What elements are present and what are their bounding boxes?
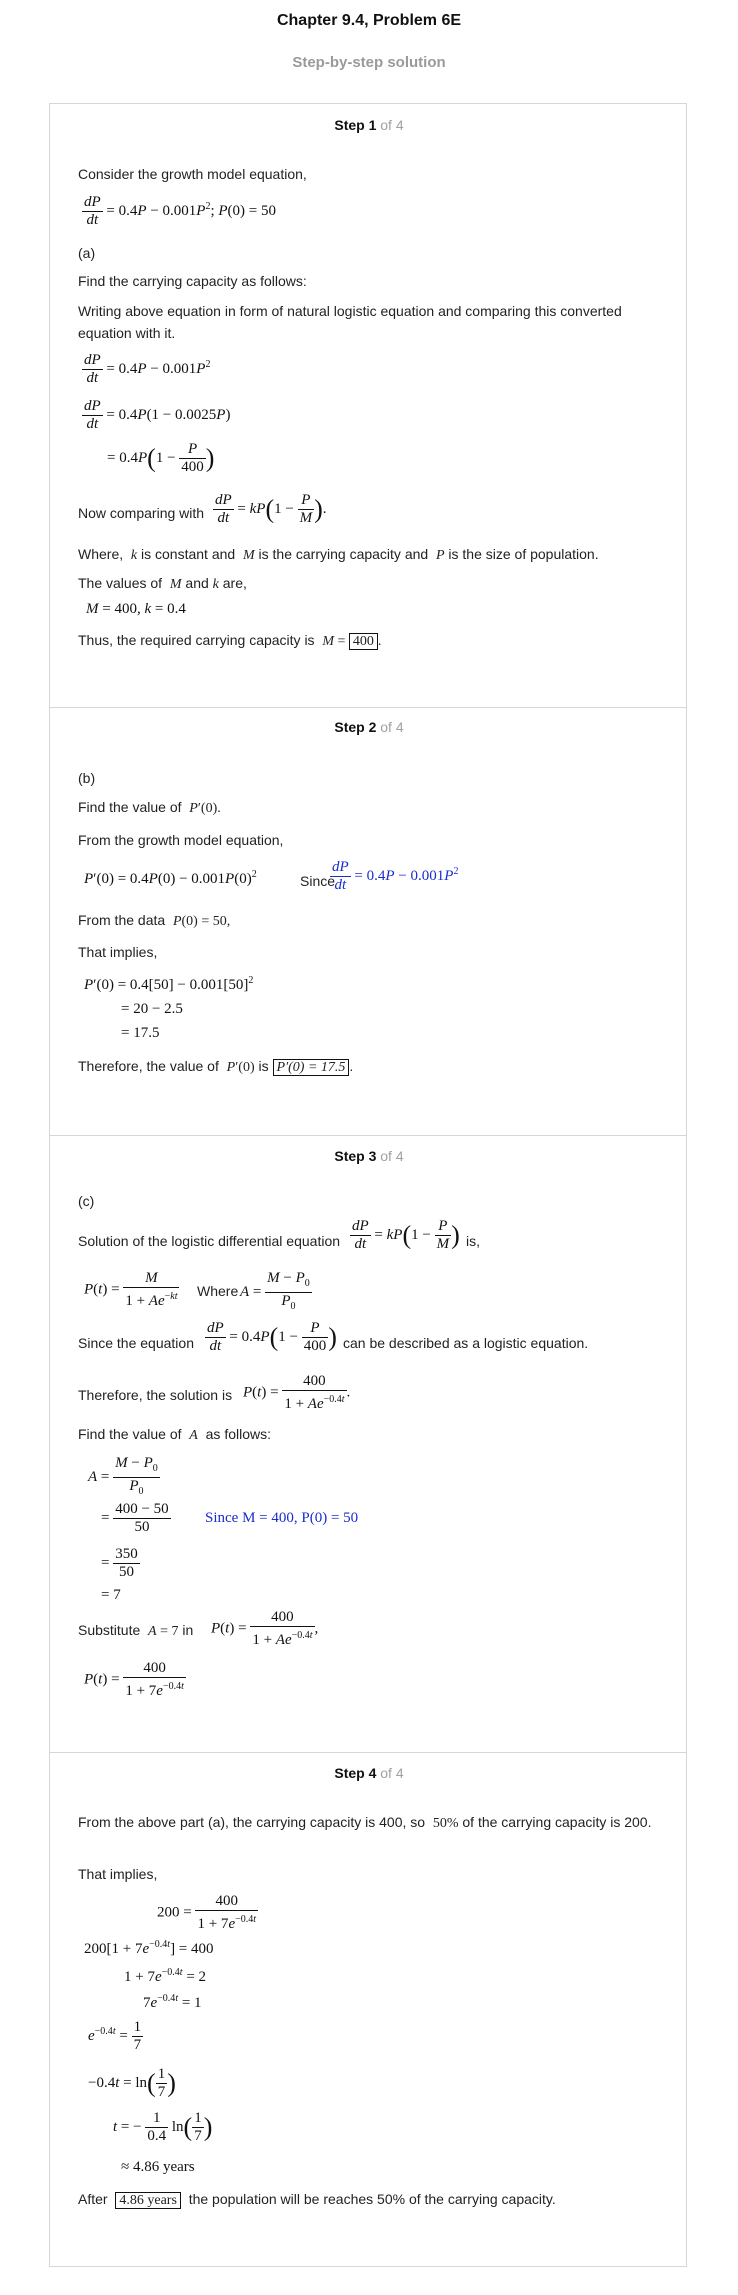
- step-4-implies: That implies,: [78, 1866, 158, 1882]
- step-4-answer: After 4.86 years the population will be reaches 50% of the carrying capacity.: [78, 2191, 556, 2208]
- equation-solution-general: P(t) = $\frac{M}{1 + Ae^{-kt}}$: [84, 1270, 178, 1309]
- step-1-values: The values of M and k are,: [78, 575, 247, 592]
- equation-line: −0.4t = ln( $\frac{1}{7}$ ): [88, 2066, 176, 2100]
- equation-line: $\frac{dP}{dt}$ = $0.4P - 0.001P^2$: [84, 352, 211, 386]
- step-3-since-tail: can be described as a logistic equation.: [343, 1335, 589, 1351]
- equation-line: $1 + 7e^{-0.4t} = 2$: [124, 1967, 207, 1985]
- step-3-since-blue: Since M = 400, P(0) = 50: [205, 1510, 359, 1526]
- equation-logistic-400: $\frac{dP}{dt}$ = 0.4P(1 − $\frac{P}{400}$ ): [207, 1320, 337, 1354]
- step-1-answer: Thus, the required carrying capacity is M = 400 .: [78, 632, 382, 649]
- step-3-find: Find the value of A as follows:: [78, 1426, 271, 1443]
- equation-logistic: $\frac{dP}{dt}$ = kP(1 − $\frac{P}{M}$ ).: [215, 492, 327, 526]
- equation-solution-specific: P(t) = $\frac{400}{1 + Ae^{-0.4t}}$ .: [243, 1373, 351, 1412]
- equation-line: = 7: [101, 1587, 121, 1603]
- step-1-compare: Now comparing with: [78, 505, 205, 521]
- equation-line: = $\frac{400 - 50}{50}$: [101, 1501, 169, 1535]
- equation-line: 200 = $\frac{400}{1 + 7e^{-0.4t}}$: [157, 1893, 257, 1932]
- step-1-where: Where, k is constant and M is the carrying capacity and P is the size of population.: [78, 546, 599, 563]
- equation-line: $P'(0) = 0.4[50] - 0.001[50]^2$: [84, 975, 254, 993]
- equation-logistic: $\frac{dP}{dt}$ = kP(1 − $\frac{P}{M}$ ): [352, 1218, 460, 1252]
- equation-line: $\frac{dP}{dt}$ = 0.4P(1 − 0.0025P): [84, 398, 231, 432]
- equation-growth-model: $\frac{dP}{dt}$ = $0.4P - 0.001P^2$; P(0) = 50: [84, 194, 276, 228]
- step-4-heading: Step 4 of 4: [334, 1765, 404, 1781]
- equation-line: ≈ 4.86 years: [121, 2159, 195, 2175]
- step-2-from: From the growth model equation,: [78, 832, 284, 848]
- part-label: (b): [78, 770, 96, 786]
- equation-line: $7e^{-0.4t} = 1$: [143, 1993, 202, 2011]
- equation-line: t = − $\frac{1}{0.4}$ ln( $\frac{1}{7}$ ): [113, 2110, 213, 2144]
- equation-A-general: A = $\frac{M - P_0}{P_0}$: [240, 1270, 312, 1315]
- step-2-heading: Step 2 of 4: [334, 719, 404, 735]
- equation-line: A = $\frac{M - P_0}{P_0}$: [88, 1455, 160, 1500]
- equation-solution-specific: P(t) = $\frac{400}{1 + Ae^{-0.4t}}$ ,: [211, 1609, 319, 1648]
- step-2-since: Since: [300, 873, 336, 889]
- step-1-intro: Consider the growth model equation,: [78, 166, 307, 182]
- equation-final-solution: P(t) = $\frac{400}{1 + 7e^{-0.4t}}$: [84, 1660, 184, 1699]
- step-3-heading: Step 3 of 4: [334, 1148, 404, 1164]
- equation-line: $e^{-0.4t}$ = $\frac{1}{7}$: [88, 2019, 142, 2053]
- step-2-data: From the data P(0) = 50,: [78, 912, 231, 929]
- page-subtitle: Step-by-step solution: [292, 54, 446, 71]
- step-divider: [49, 1135, 687, 1136]
- equation-since-blue: $\frac{dP}{dt}$ = $0.4P - 0.001P^2$: [332, 859, 459, 893]
- page-title: Chapter 9.4, Problem 6E: [276, 12, 462, 29]
- step-1-heading: Step 1 of 4: [334, 117, 404, 133]
- step-2-find: Find the value of P′(0).: [78, 799, 221, 816]
- step-3-since: Since the equation: [78, 1335, 194, 1351]
- step-1-paragraph: Writing above equation in form of natural logistic equation and comparing this converted equation with it.: [78, 303, 622, 341]
- part-label: (c): [78, 1193, 95, 1209]
- step-3-therefore: Therefore, the solution is: [78, 1387, 233, 1403]
- equation-derivative: $P'(0) = 0.4P(0) - 0.001P(0)^2$: [84, 869, 257, 887]
- step-3-where: Where: [197, 1283, 239, 1299]
- step-3-solution: Solution of the logistic differential equation: [78, 1233, 341, 1249]
- step-2-implies: That implies,: [78, 944, 158, 960]
- equation-line: = $\frac{350}{50}$: [101, 1546, 138, 1580]
- equation-line: = 20 − 2.5: [121, 1001, 183, 1017]
- part-label: (a): [78, 245, 96, 261]
- step-2-answer: Therefore, the value of P′(0) is P′(0) = 17.5 .: [78, 1058, 354, 1075]
- step-divider: [49, 1752, 687, 1753]
- equation-line: $200[1 + 7e^{-0.4t}] = 400$: [84, 1939, 214, 1957]
- step-1-find: Find the carrying capacity as follows:: [78, 273, 307, 289]
- step-divider: [49, 707, 687, 708]
- equation-line: = 0.4P(1 − $\frac{P}{400}$ ): [107, 441, 215, 475]
- step-3-is: is,: [466, 1233, 480, 1249]
- step-3-substitute: Substitute A = 7 in: [78, 1622, 194, 1639]
- equation-line: = 17.5: [121, 1025, 160, 1041]
- equation-values: M = 400, k = 0.4: [86, 601, 186, 617]
- step-4-paragraph: From the above part (a), the carrying capacity is 400, so 50% of the carrying capacity is 200.: [78, 1814, 652, 1831]
